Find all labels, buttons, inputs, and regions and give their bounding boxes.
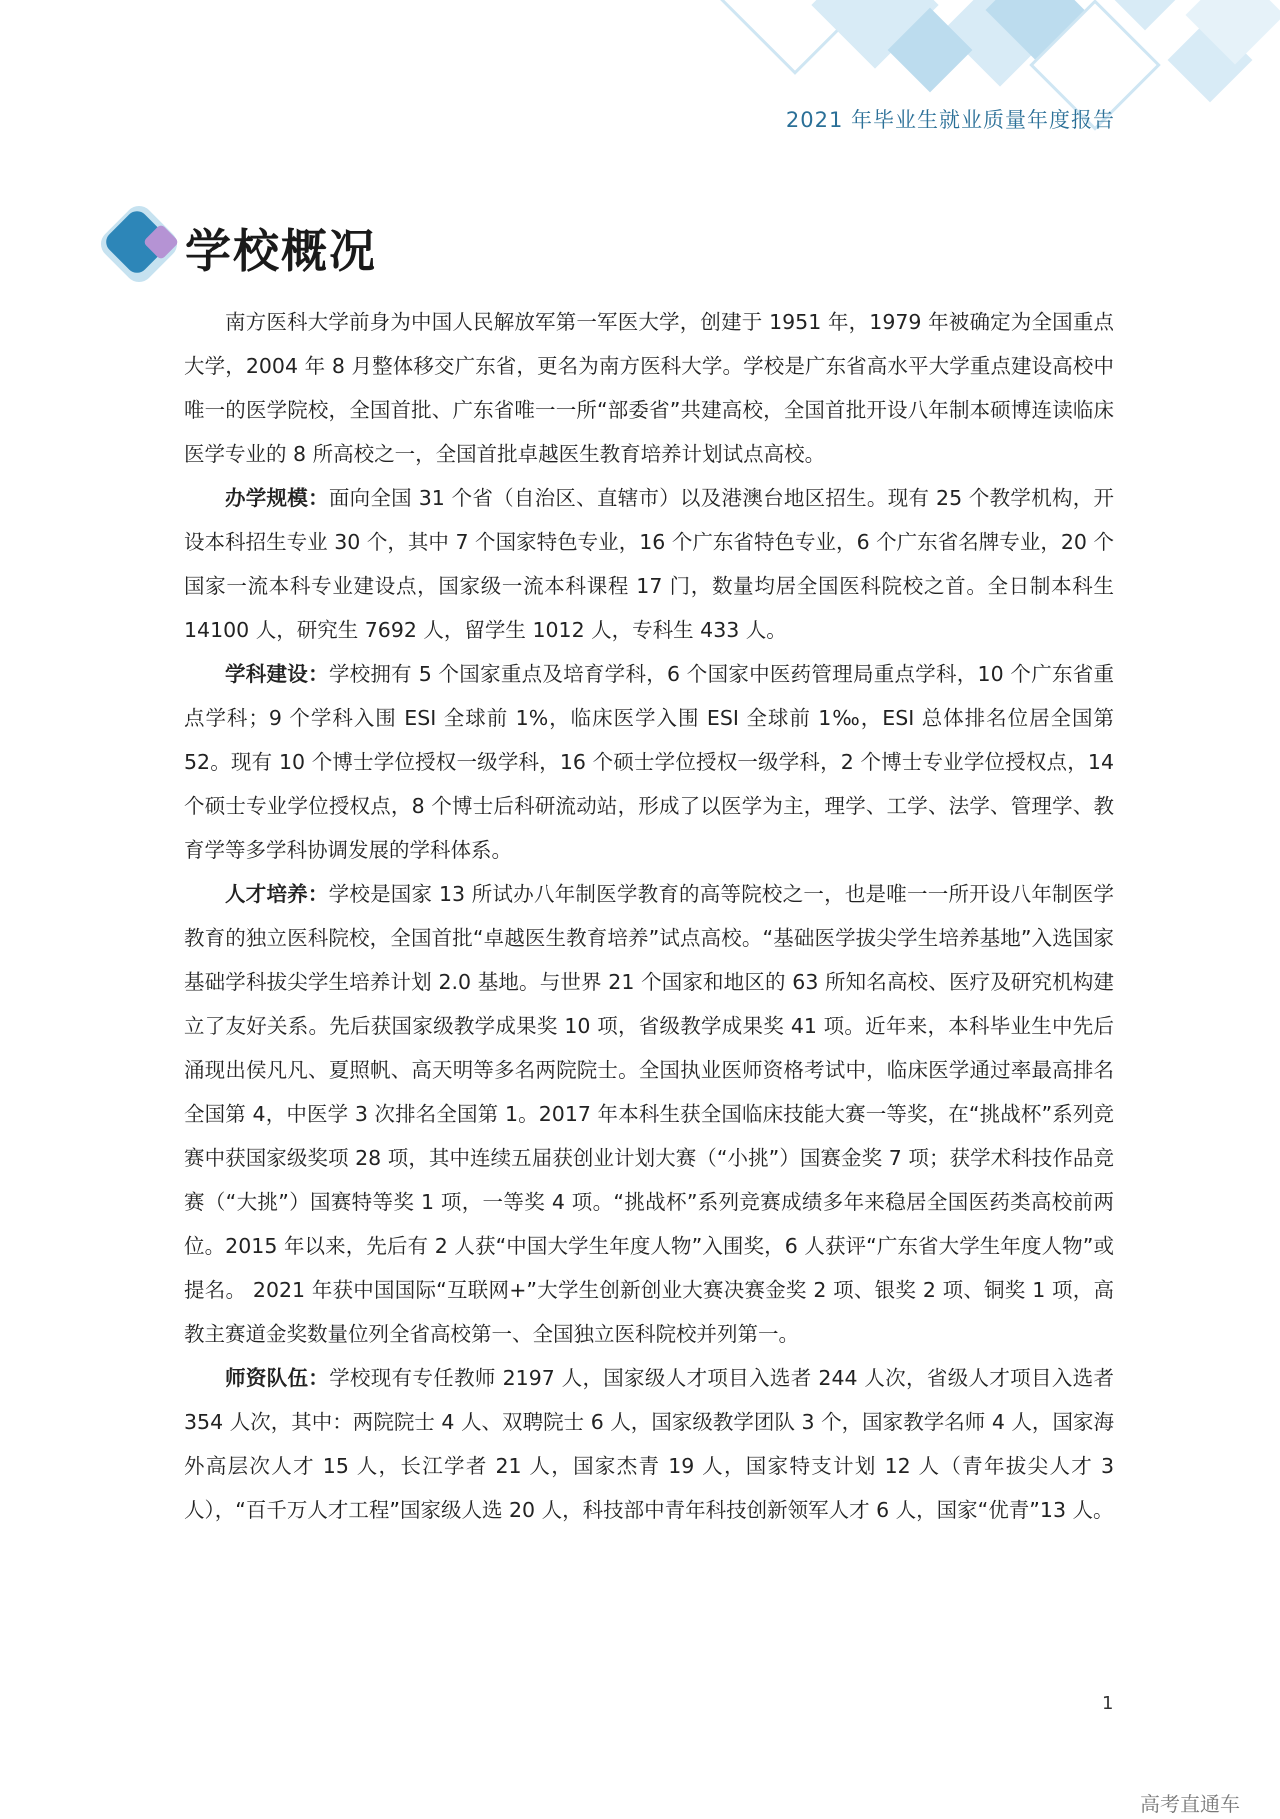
section-title: 学校概况	[185, 224, 377, 278]
faculty-paragraph	[184, 1356, 1114, 1532]
faculty-text: 学校现有专任教师 2197 人，国家级人才项目入选者 244 人次，省级人才项目入选者 354 人次，其中：两院院士 4 人、双聘院士 6 人，国家级教学团队 3 个，国家教学名师 4 人，国家海外高层次人才 15 人，长江学者 21 人，国家杰青 19 人，国家特支计划 12 人（青年拔尖人才 3 人），“百千万人才工程”国家级人选 20 人，科技部中青年科技创新领军人才 6 人，国家“优青”13 人。	[184, 1366, 1114, 1522]
scale-text: 面向全国 31 个省（自治区、直辖市）以及港澳台地区招生。现有 25 个教学机构，开设本科招生专业 30 个，其中 7 个国家特色专业，16 个广东省特色专业，6 个广东省名牌专业，20 个国家一流本科专业建设点，国家级一流本科课程 17 门，数量均居全国医科院校之首。全日制本科生 14100 人，研究生 7692 人，留学生 1012 人，专科生 433 人。	[184, 486, 1115, 642]
report-title: 2021 年毕业生就业质量年度报告	[785, 108, 1115, 132]
scale-label: 办学规模：	[225, 486, 329, 510]
talent-text: 学校是国家 13 所试办八年制医学教育的高等院校之一，也是唯一一所开设八年制医学教育的独立医科院校，全国首批“卓越医生教育培养”试点高校。“基础医学拔尖学生培养基地”入选国家基础学科拔尖学生培养计划 2.0 基地。与世界 21 个国家和地区的 63 所知名高校、医疗及研究机构建立了友好关系。先后获国家级教学成果奖 10 项，省级教学成果奖 41 项。近年来，本科毕业生中先后涌现出侯凡凡、夏照帆、高天明等多名两院院士。全国执业医师资格考试中，临床医学通过率最高排名全国第 4，中医学 3 次排名全国第 1。2017 年本科生获全国临床技能大赛一等奖，在“挑战杯”系列竞赛中获国家级奖项 28 项，其中连续五届获创业计划大赛（“小挑”）国赛金奖 7 项；获学术科技作品竞赛（“大挑”）国赛特等奖 1 项，一等奖 4 项。“挑战杯”系列竞赛成绩多年来稳居全国医药类高校前两位。2015 年以来，先后有 2 人获“中国大学生年度人物”入围奖，6 人获评“广东省大学生年度人物”或提名。 2021 年获中国国际“互联网+”大学生创新创业大赛决赛金奖 2 项、银奖 2 项、铜奖 1 项，高教主赛道金奖数量位列全省高校第一、全国独立医科院校并列第一。	[184, 882, 1114, 1346]
discipline-label: 学科建设：	[225, 662, 329, 686]
main-content	[184, 300, 1114, 1532]
diamond-icon	[90, 205, 200, 295]
discipline-text: 学校拥有 5 个国家重点及培育学科，6 个国家中医药管理局重点学科，10 个广东省重点学科；9 个学科入围 ESI 全球前 1%，临床医学入围 ESI 全球前 1‰，ESI 总体排名位居全国第 52。现有 10 个博士学位授权一级学科，16 个硕士学位授权一级学科，2 个博士专业学位授权点，14 个硕士专业学位授权点，8 个博士后科研流动站，形成了以医学为主，理学、工学、法学、管理学、教育学等多学科协调发展的学科体系。	[184, 662, 1115, 862]
scale-paragraph	[184, 476, 1114, 652]
talent-label: 人才培养：	[225, 882, 329, 906]
section-heading	[90, 205, 490, 285]
faculty-label: 师资队伍：	[225, 1366, 330, 1390]
talent-paragraph	[184, 872, 1114, 1356]
page-number: 1	[1102, 1693, 1114, 1714]
watermark: 高考直通车	[1140, 1792, 1240, 1816]
discipline-paragraph	[184, 652, 1114, 872]
intro-paragraph: 南方医科大学前身为中国人民解放军第一军医大学，创建于 1951 年，1979 年被确定为全国重点大学，2004 年 8 月整体移交广东省，更名为南方医科大学。学校是广东省高水平大学重点建设高校中唯一的医学院校，全国首批、广东省唯一一所“部委省”共建高校，全国首批开设八年制本硕博连读临床医学专业的 8 所高校之一，全国首批卓越医生教育培养计划试点高校。	[184, 310, 1114, 466]
